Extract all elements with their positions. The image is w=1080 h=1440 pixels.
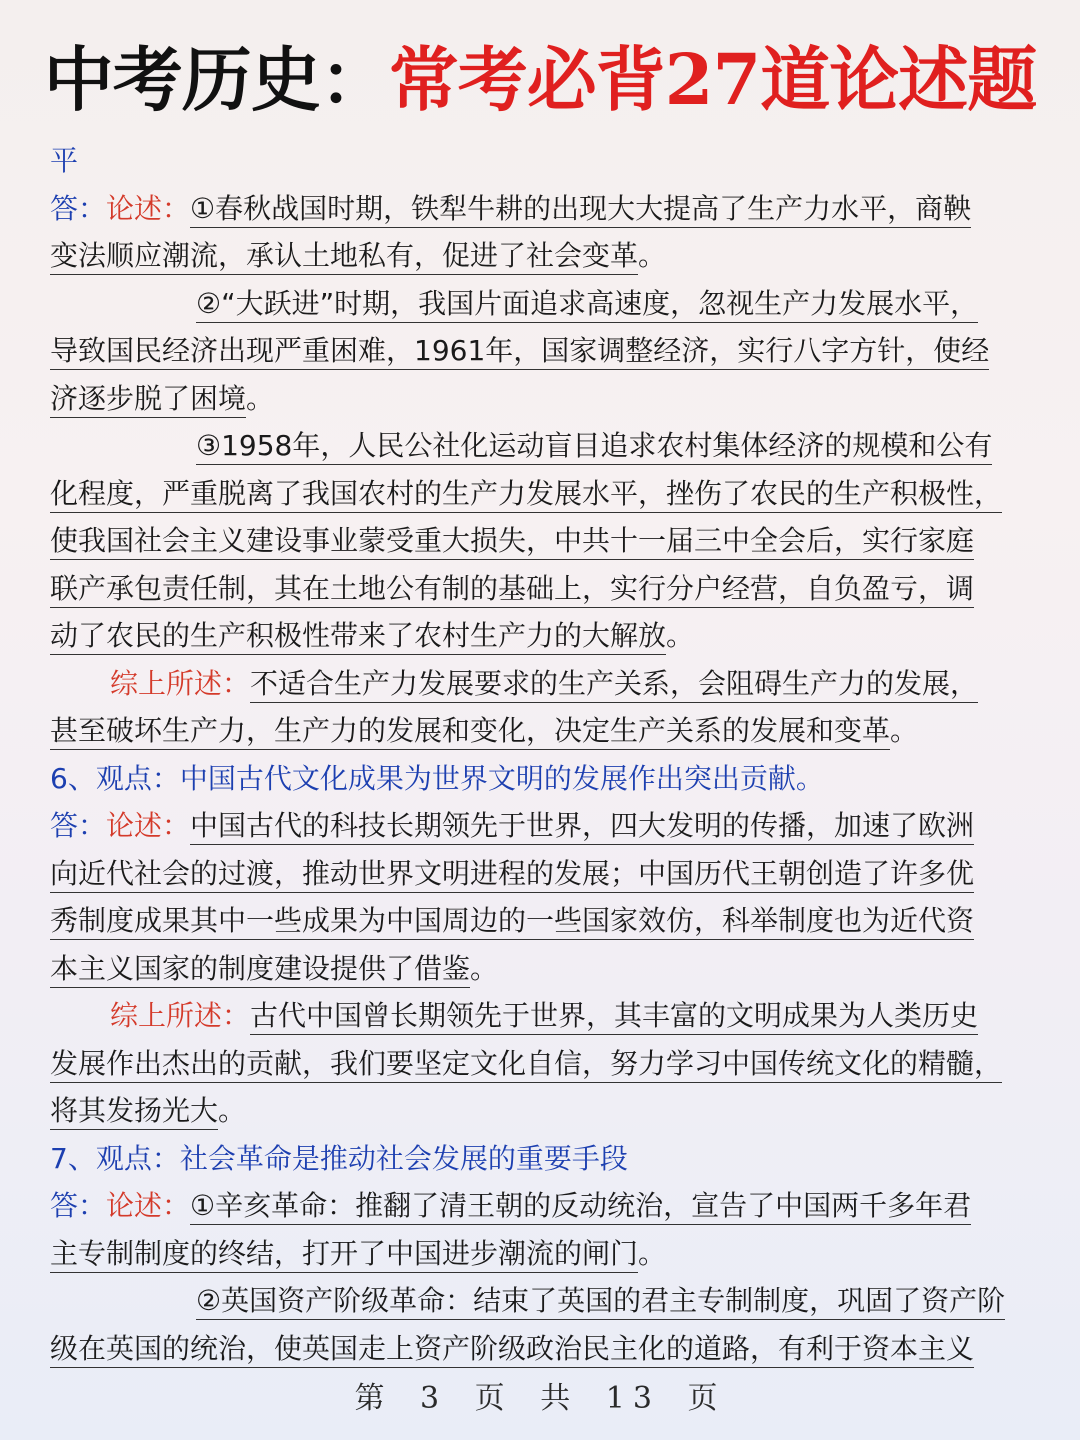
text-segment: 综上所述： (110, 666, 251, 700)
text-segment: 7、观点：社会革命是推动社会发展的重要手段 (50, 1141, 628, 1175)
page-title (0, 30, 1080, 130)
underlined-text: 古代中国曾长期领先于世界，其丰富的文明成果为人类历史 (250, 999, 978, 1035)
title-prefix: 中考历史： (43, 38, 389, 121)
text-segment: 。 (638, 1236, 667, 1270)
text-line (50, 660, 1040, 708)
text-line (50, 992, 1040, 1040)
underlined-text: 甚至破坏生产力，生产力的发展和变化，决定生产关系的发展和变革 (50, 714, 890, 750)
underlined-text: 化程度，严重脱离了我国农村的生产力发展水平，挫伤了农民的生产积极性， (50, 477, 1002, 513)
text-line (50, 897, 1040, 945)
text-line (50, 945, 1040, 993)
underlined-text: 联产承包责任制，其在土地公有制的基础上，实行分户经营，自负盈亏，调 (50, 572, 974, 608)
text-line (50, 802, 1040, 850)
text-segment: 6、观点：中国古代文化成果为世界文明的发展作出突出贡献。 (50, 761, 824, 795)
underlined-text: 不适合生产力发展要求的生产关系，会阻碍生产力的发展， (250, 667, 978, 703)
underlined-text: 向近代社会的过渡，推动世界文明进程的发展；中国历代王朝创造了许多优 (50, 857, 974, 893)
text-line (50, 1230, 1040, 1278)
text-line (50, 280, 1040, 328)
text-line (50, 850, 1040, 898)
underlined-text: 主专制制度的终结，打开了中国进步潮流的闸门 (50, 1237, 638, 1273)
text-line (50, 422, 1040, 470)
text-line (50, 612, 1040, 660)
text-segment: 论述： (106, 191, 191, 225)
text-line (50, 375, 1040, 423)
text-segment: 。 (246, 381, 275, 415)
text-line (50, 232, 1040, 280)
text-segment: 。 (666, 619, 695, 652)
underlined-text: 发展作出杰出的贡献，我们要坚定文化自信，努力学习中国传统文化的精髓， (50, 1047, 1002, 1083)
underlined-text: 变法顺应潮流，承认土地私有，促进了社会变革 (50, 239, 638, 275)
text-segment: 论述： (106, 809, 191, 842)
text-segment: 。 (890, 714, 919, 747)
text-line (50, 707, 1040, 755)
text-segment: 综上所述： (110, 999, 251, 1032)
text-segment: 论述： (106, 1189, 191, 1222)
underlined-text: 济逐步脱了困境 (50, 382, 246, 418)
underlined-text: 动了农民的生产积极性带来了农村生产力的大解放 (50, 619, 666, 655)
underlined-text: ①春秋战国时期，铁犁牛耕的出现大大提高了生产力水平，商鞅 (190, 192, 971, 228)
underlined-text: ③1958年，人民公社化运动盲目追求农村集体经济的规模和公有 (196, 429, 992, 465)
text-line (50, 1277, 1040, 1325)
text-segment: 答： (50, 1189, 107, 1222)
text-line (50, 1040, 1040, 1088)
title-highlight: 常考必背27道论述题 (388, 38, 1037, 121)
underlined-text: ②“大跃进”时期，我国片面追求高速度，忽视生产力发展水平， (196, 287, 978, 323)
underlined-text: ②英国资产阶级革命：结束了英国的君主专制制度，巩固了资产阶 (196, 1284, 1005, 1320)
text-segment: 平 (50, 144, 79, 177)
underlined-text: 导致国民经济出现严重困难，1961年，国家调整经济，实行八字方针，使经 (50, 334, 989, 370)
text-line (50, 565, 1040, 613)
text-segment: 答： (50, 191, 107, 225)
underlined-text: 级在英国的统治，使英国走上资产阶级政治民主化的道路，有利于资本主义 (50, 1332, 974, 1368)
text-line (50, 517, 1040, 565)
text-line (50, 137, 1040, 185)
page-number: 第 3 页 共 13 页 (354, 1381, 726, 1416)
underlined-text: 秀制度成果其中一些成果为中国周边的一些国家效仿，科举制度也为近代资 (50, 904, 974, 940)
underlined-text: 本主义国家的制度建设提供了借鉴 (50, 952, 470, 988)
text-line (50, 1325, 1040, 1373)
text-line (50, 185, 1040, 233)
text-segment: 答： (50, 809, 107, 842)
text-line (50, 327, 1040, 375)
text-line (50, 1182, 1040, 1230)
text-line (50, 470, 1040, 518)
text-segment: 。 (218, 1094, 247, 1127)
document-body (50, 137, 1040, 1372)
underlined-text: 使我国社会主义建设事业蒙受重大损失，中共十一届三中全会后，实行家庭 (50, 524, 974, 560)
underlined-text: 将其发扬光大 (50, 1094, 218, 1130)
underlined-text: 中国古代的科技长期领先于世界，四大发明的传播，加速了欧洲 (190, 809, 974, 845)
text-line (50, 1135, 1040, 1183)
text-line (50, 755, 1040, 803)
underlined-text: ①辛亥革命：推翻了清王朝的反动统治，宣告了中国两千多年君 (190, 1189, 971, 1225)
text-segment: 。 (470, 951, 499, 985)
text-segment: 。 (638, 239, 667, 272)
text-line (50, 1087, 1040, 1135)
